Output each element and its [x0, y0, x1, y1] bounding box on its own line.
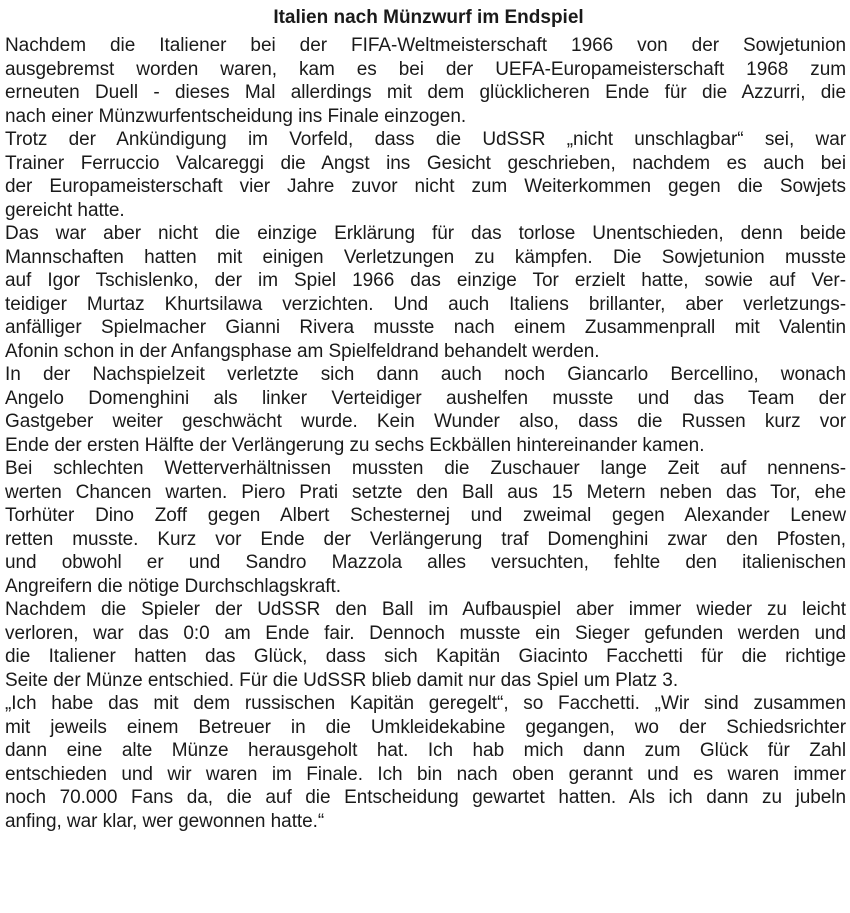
text-line: Seite der Münze entschied. Für die UdSSR blieb damit nur das Spiel um Platz 3.	[5, 669, 679, 691]
article-title: Italien nach Münzwurf im Endspiel	[273, 7, 584, 28]
text-line: verloren, war das 0:0 am Ende fair. Dennoch musste ein Sieger gefunden werden und	[5, 622, 846, 644]
text-line: teidiger Murtaz Khurtsilawa verzichten. Und auch Italiens brillanter, aber verletzungs-	[5, 293, 846, 315]
text-line: Angelo Domenghini als linker Verteidiger aushelfen musste und das Team der	[5, 387, 846, 409]
text-line: mit jeweils einem Betreuer in die Umkleidekabine gegangen, wo der Schiedsrichter	[5, 716, 846, 738]
article-body	[5, 34, 846, 833]
text-line: Nachdem die Spieler der UdSSR den Ball im Aufbauspiel aber immer wieder zu leicht	[5, 599, 846, 620]
text-line: und obwohl er und Sandro Mazzola alles versuchten, fehlte den italienischen	[5, 552, 846, 573]
text-line: Bei schlechten Wetterverhältnissen mussten die Zuschauer lange Zeit auf nennens-	[5, 458, 846, 479]
text-line: gereicht hatte.	[5, 199, 125, 221]
text-line: Mannschaften hatten mit einigen Verletzungen zu kämpfen. Die Sowjetunion musste	[5, 246, 846, 268]
text-line: werten Chancen warten. Piero Prati setzte den Ball aus 15 Metern neben das Tor, ehe	[5, 481, 846, 503]
text-line: „Ich habe das mit dem russischen Kapitän geregelt“, so Facchetti. „Wir sind zusammen	[5, 693, 846, 714]
text-line: erneuten Duell - dieses Mal allerdings mit dem glücklicheren Ende für die Azzurri, die	[5, 82, 846, 103]
text-line: entschieden und wir waren im Finale. Ich bin nach oben gerannt und es waren immer	[5, 763, 846, 785]
text-line: anfing, war klar, wer gewonnen hatte.“	[5, 810, 325, 832]
paragraph	[5, 598, 846, 692]
text-line: noch 70.000 Fans da, die auf die Entscheidung gewartet hatten. Als ich dann zu jubeln	[5, 787, 846, 808]
text-line: der Europameisterschaft vier Jahre zuvor nicht zum Weiterkommen gegen die Sowjets	[5, 176, 846, 197]
paragraph	[5, 363, 846, 457]
text-line: In der Nachspielzeit verletzte sich dann auch noch Giancarlo Bercellino, wonach	[5, 364, 846, 385]
paragraph	[5, 222, 846, 363]
paragraph	[5, 128, 846, 222]
text-line: Gastgeber weiter geschwächt wurde. Kein Wunder also, dass die Russen kurz vor	[5, 411, 846, 432]
text-line: die Italiener hatten das Glück, dass sich Kapitän Giacinto Facchetti für die richtige	[5, 646, 846, 667]
text-line: Torhüter Dino Zoff gegen Albert Schesternej und zweimal gegen Alexander Lenew	[5, 505, 846, 526]
text-line: auf Igor Tschislenko, der im Spiel 1966 das einzige Tor erzielt hatte, sowie auf Ver-	[5, 270, 846, 291]
text-line: Trainer Ferruccio Valcareggi die Angst ins Gesicht geschrieben, nachdem es auch bei	[5, 152, 846, 174]
paragraph	[5, 457, 846, 598]
text-line: Angreifern die nötige Durchschlagskraft.	[5, 575, 341, 597]
text-line: Nachdem die Italiener bei der FIFA-Weltmeisterschaft 1966 von der Sowjetunion	[5, 35, 846, 56]
paragraph	[5, 34, 846, 128]
text-line: dann eine alte Münze herausgeholt hat. Ich hab mich dann zum Glück für Zahl	[5, 740, 846, 761]
text-line: anfälliger Spielmacher Gianni Rivera musste nach einem Zusammenprall mit Valentin	[5, 317, 846, 338]
text-line: nach einer Münzwurfentscheidung ins Finale einzogen.	[5, 105, 467, 127]
text-line: Ende der ersten Hälfte der Verlängerung zu sechs Eckbällen hintereinander kamen.	[5, 434, 705, 456]
text-line: Afonin schon in der Anfangsphase am Spielfeldrand behandelt werden.	[5, 340, 600, 362]
text-line: Trotz der Ankündigung im Vorfeld, dass die UdSSR „nicht unschlagbar“ sei, war	[5, 129, 846, 150]
text-line: retten musste. Kurz vor Ende der Verlängerung traf Domenghini zwar den Pfosten,	[5, 528, 846, 550]
text-line: Das war aber nicht die einzige Erklärung für das torlose Unentschieden, denn beide	[5, 223, 846, 244]
paragraph	[5, 692, 846, 833]
document	[5, 6, 846, 833]
text-line: ausgebremst worden waren, kam es bei der UEFA-Europameisterschaft 1968 zum	[5, 58, 846, 80]
